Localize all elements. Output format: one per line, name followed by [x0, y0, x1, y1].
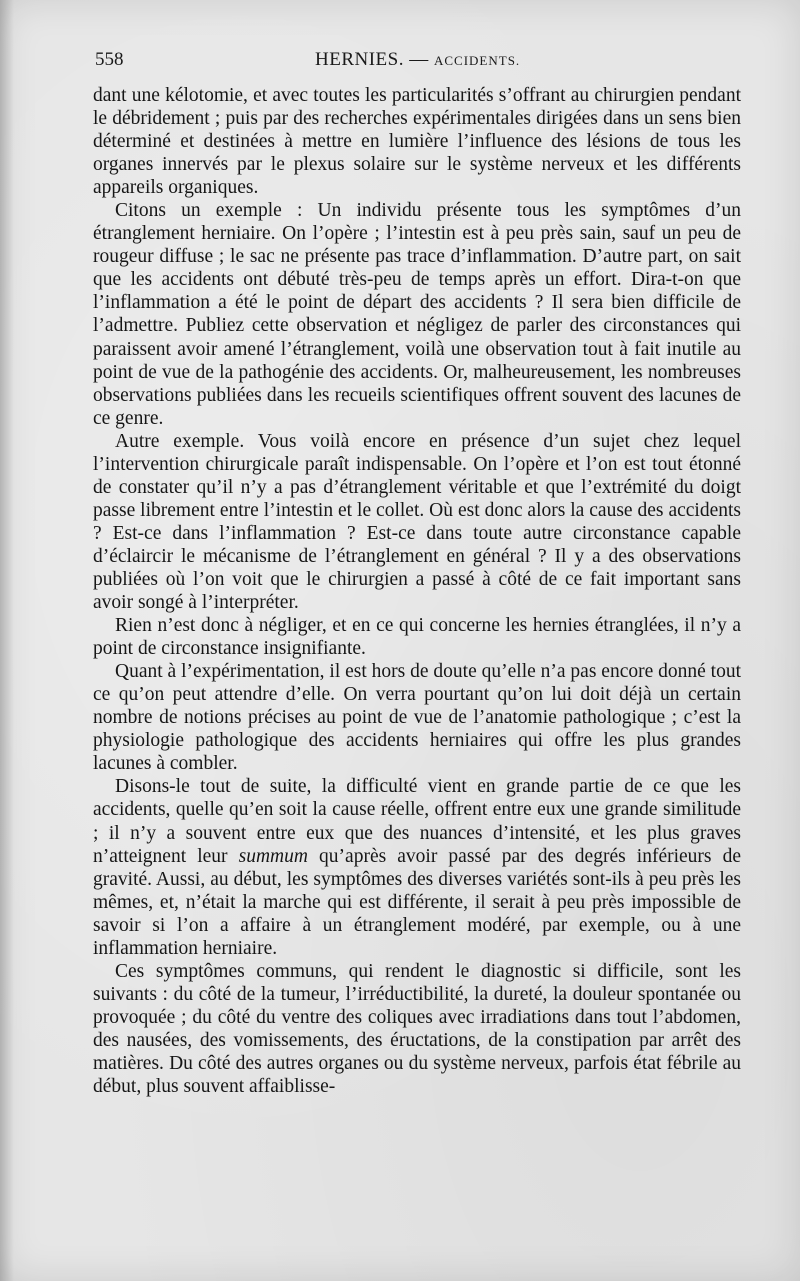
body-text — [93, 84, 741, 1098]
paragraph-7: Ces symptômes communs, qui rendent le diagnostic si difficile, sont les suivants : du côté de la tumeur, l’irréductibilité, la dureté, la douleur spontanée ou provoquée ; du côté du ventre des coliques avec irradiations dans tout l’abdomen, des nausées, des vomissements, des éructations, de la constipation par arrêt des matières. Du côté des autres organes ou du système nerveux, parfois état fébrile au début, plus souvent affaiblisse- — [93, 960, 741, 1098]
paragraph-1: dant une kélotomie, et avec toutes les particularités s’offrant au chirurgien pendant le débridement ; puis par des recherches expérimentales dirigées dans un sens bien déterminé et destinées à mettre en lumière l’influence des lésions de tous les organes innervés par le plexus solaire sur le système nerveux et les différents appareils organiques. — [93, 85, 741, 199]
page-header — [95, 49, 740, 75]
running-head-section: ACCIDENTS. — [433, 53, 521, 68]
paragraph-3: Autre exemple. Vous voilà encore en présence d’un sujet chez lequel l’intervention chirurgicale paraît indispensable. On l’opère et l’on est tout étonné de constater qu’il n’y a pas d’étranglement véritable et que l’extrémité du doigt passe librement entre l’intestin et le collet. Où est donc alors la cause des accidents ? Est-ce dans l’inflammation ? Est-ce dans toute autre circonstance capable d’éclaircir le mécanisme de l’étranglement en général ? Il y a des observations publiées où l’on voit que le chirurgien a passé à côté de ce fait important sans avoir songé à l’interpréter. — [93, 430, 741, 614]
emphasis-summum: summum — [238, 845, 308, 867]
paragraph-4: Rien n’est donc à négliger, et en ce qui concerne les hernies étranglées, il n’y a point de circonstance insignifiante. — [93, 615, 741, 660]
page-gutter-shadow — [0, 0, 14, 1281]
paragraph-2: Citons un exemple : Un individu présente tous les symptômes d’un étranglement herniaire. On l’opère ; l’intestin est à peu près sain, sauf un peu de rougeur diffuse ; le sac ne présente pas trace d’inflammation. D’autre part, on sait que les accidents ont débuté très-peu de temps après un effort. Dira-t-on que l’inflammation a été le point de départ des accidents ? Il sera bien difficile de l’admettre. Publiez cette observation et négligez de parler des circonstances qui paraissent avoir amené l’étranglement, voilà une observation tout à fait inutile au point de vue de la pathogénie des accidents. Or, malheureusement, les nombreuses observations publiées dans les recueils scientifiques offrent souvent des lacunes de ce genre. — [93, 200, 741, 429]
paragraph-6 — [93, 775, 741, 959]
running-head — [315, 49, 520, 71]
paragraph-5: Quant à l’expérimentation, il est hors de doute qu’elle n’a pas encore donné tout ce qu’on peut attendre d’elle. On verra pourtant qu’on lui doit déjà un certain nombre de notions précises au point de vue de l’anatomie pathologique ; c’est la physiologie pathologique des accidents herniaires qui offre les plus grandes lacunes à combler. — [93, 661, 741, 775]
running-head-title: HERNIES. — [315, 49, 404, 70]
paragraph-6-part-1: Disons-le tout de suite, la difficulté vient en grande partie de ce que les accidents, quelle qu’en soit la cause réelle, offrent entre eux une grande similitude ; il n’y a souvent entre eux que des nuances d’intensité, et les plus graves n’atteignent leur — [93, 776, 741, 867]
paragraph-6-part-2: qu’après avoir passé par des degrés inférieurs de gravité. Aussi, au début, les symptômes des diverses variétés sont-ils à peu près les mêmes, et, n’était la marche qui est différente, il serait à peu près impossible de savoir si l’on a affaire à un étranglement modéré, par exemple, ou à une inflammation herniaire. — [93, 845, 741, 959]
running-head-separator: — — [409, 49, 429, 70]
page-number: 558 — [95, 49, 124, 70]
